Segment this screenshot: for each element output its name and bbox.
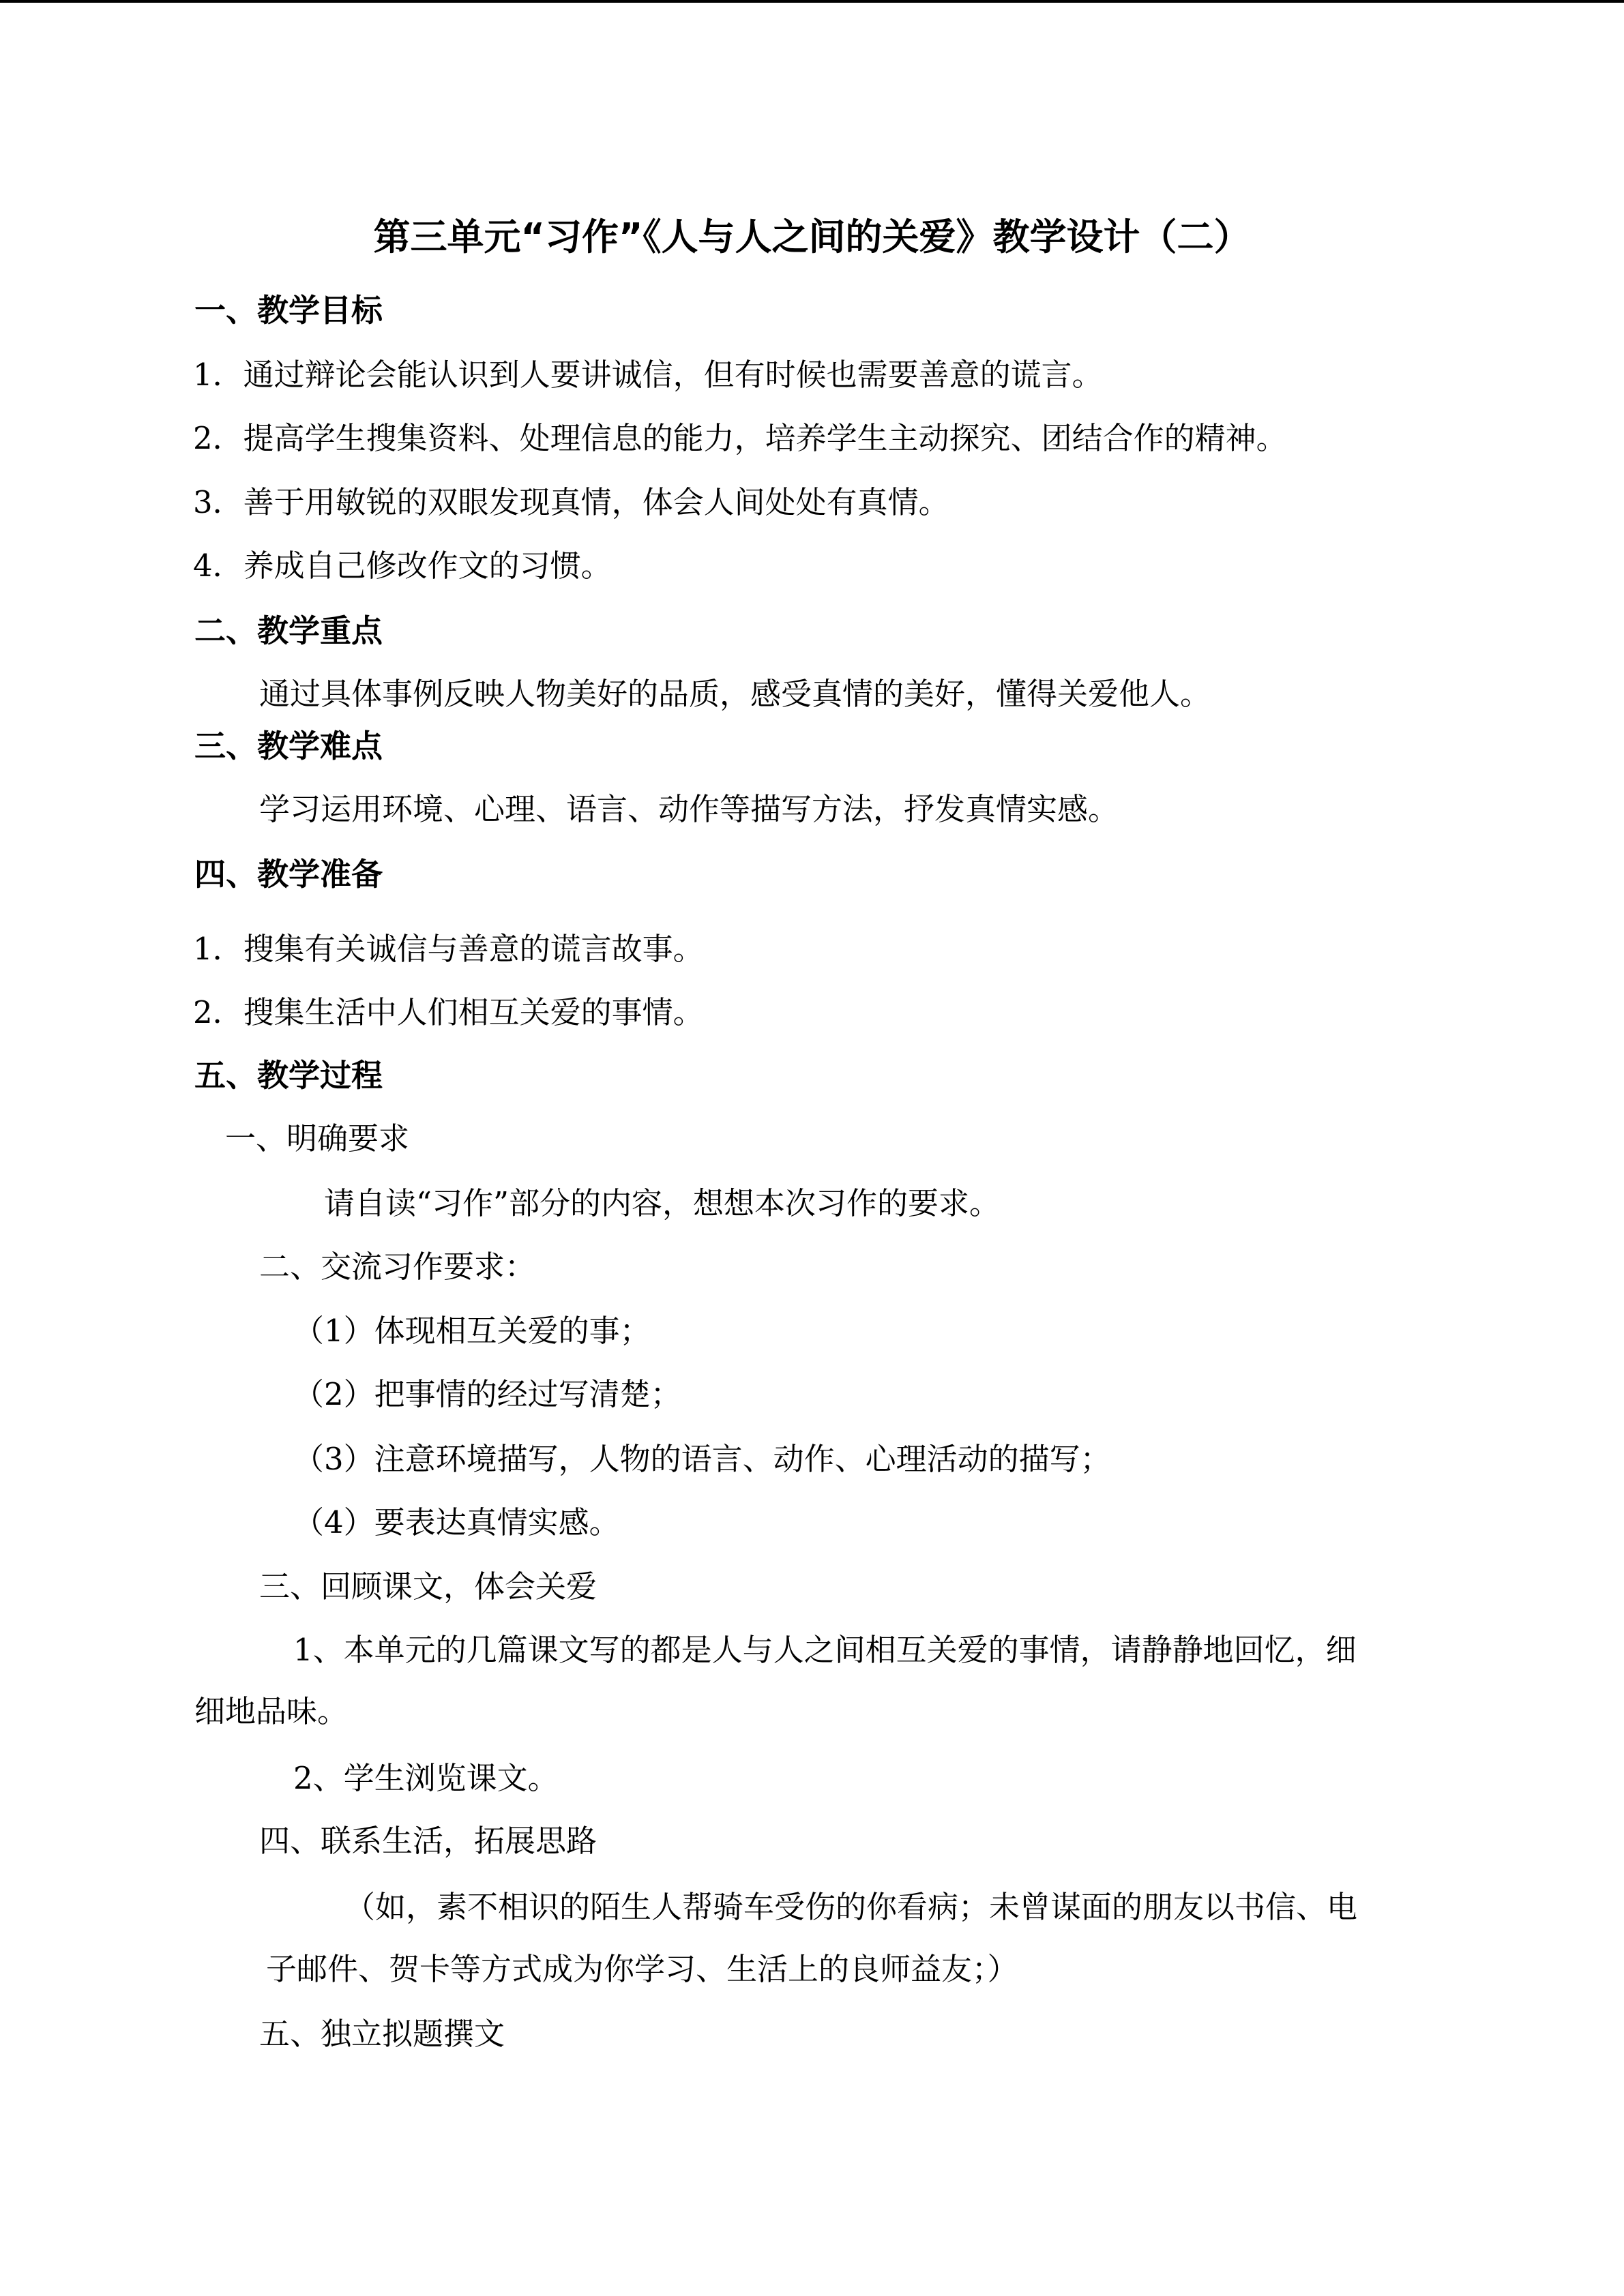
key-points-text: 通过具体事例反映人物美好的品质，感受真情的美好，懂得关爱他人。 [259, 676, 1211, 712]
heading-key-points: 二、教学重点 [194, 612, 383, 649]
step3-item1-line2: 细地品味。 [194, 1693, 349, 1729]
preparation-item-1: 1．搜集有关诚信与善意的谎言故事。 [193, 931, 704, 967]
step1-text: 请自读“习作”部分的内容，想想本次习作的要求。 [324, 1185, 1001, 1221]
objective-item-3: 3．善于用敏锐的双眼发现真情，体会人间处处有真情。 [193, 484, 949, 520]
preparation-item-2: 2．搜集生活中人们相互关爱的事情。 [193, 994, 704, 1030]
step4-title: 四、联系生活，拓展思路 [259, 1823, 597, 1859]
step5-title: 五、独立拟题撰文 [259, 2016, 505, 2052]
step3-item1-line1: 1、本单元的几篇课文写的都是人与人之间相互关爱的事情，请静静地回忆，细 [293, 1632, 1357, 1668]
step2-item-2: （2）把事情的经过写清楚； [293, 1376, 681, 1412]
step1-title: 一、明确要求 [225, 1120, 410, 1157]
step4-line1: （如，素不相识的陌生人帮骑车受伤的你看病；未曾谋面的朋友以书信、电 [344, 1889, 1358, 1925]
step2-item-1: （1）体现相互关爱的事； [293, 1313, 651, 1349]
objective-item-2: 2．提高学生搜集资料、处理信息的能力，培养学生主动探究、团结合作的精神。 [193, 420, 1287, 456]
step4-line2: 子邮件、贺卡等方式成为你学习、生活上的良师益友；） [266, 1951, 1018, 1987]
objective-item-4: 4．养成自己修改作文的习惯。 [193, 548, 612, 584]
heading-difficulties: 三、教学难点 [194, 728, 383, 764]
step3-item2: 2、学生浏览课文。 [293, 1760, 559, 1796]
step2-title: 二、交流习作要求： [259, 1249, 536, 1285]
heading-preparation: 四、教学准备 [194, 856, 383, 893]
heading-objectives: 一、教学目标 [194, 292, 383, 329]
step2-item-4: （4）要表达真情实感。 [293, 1504, 620, 1540]
difficulties-text: 学习运用环境、心理、语言、动作等描写方法，抒发真情实感。 [259, 791, 1119, 827]
step3-title: 三、回顾课文，体会关爱 [259, 1568, 597, 1605]
document-title: 第三单元“习作”《人与人之间的关爱》教学设计（二） [373, 215, 1251, 258]
heading-process: 五、教学过程 [194, 1057, 383, 1094]
objective-item-1: 1．通过辩论会能认识到人要讲诚信，但有时候也需要善意的谎言。 [193, 357, 1103, 393]
step2-item-3: （3）注意环境描写，人物的语言、动作、心理活动的描写； [293, 1441, 1111, 1477]
